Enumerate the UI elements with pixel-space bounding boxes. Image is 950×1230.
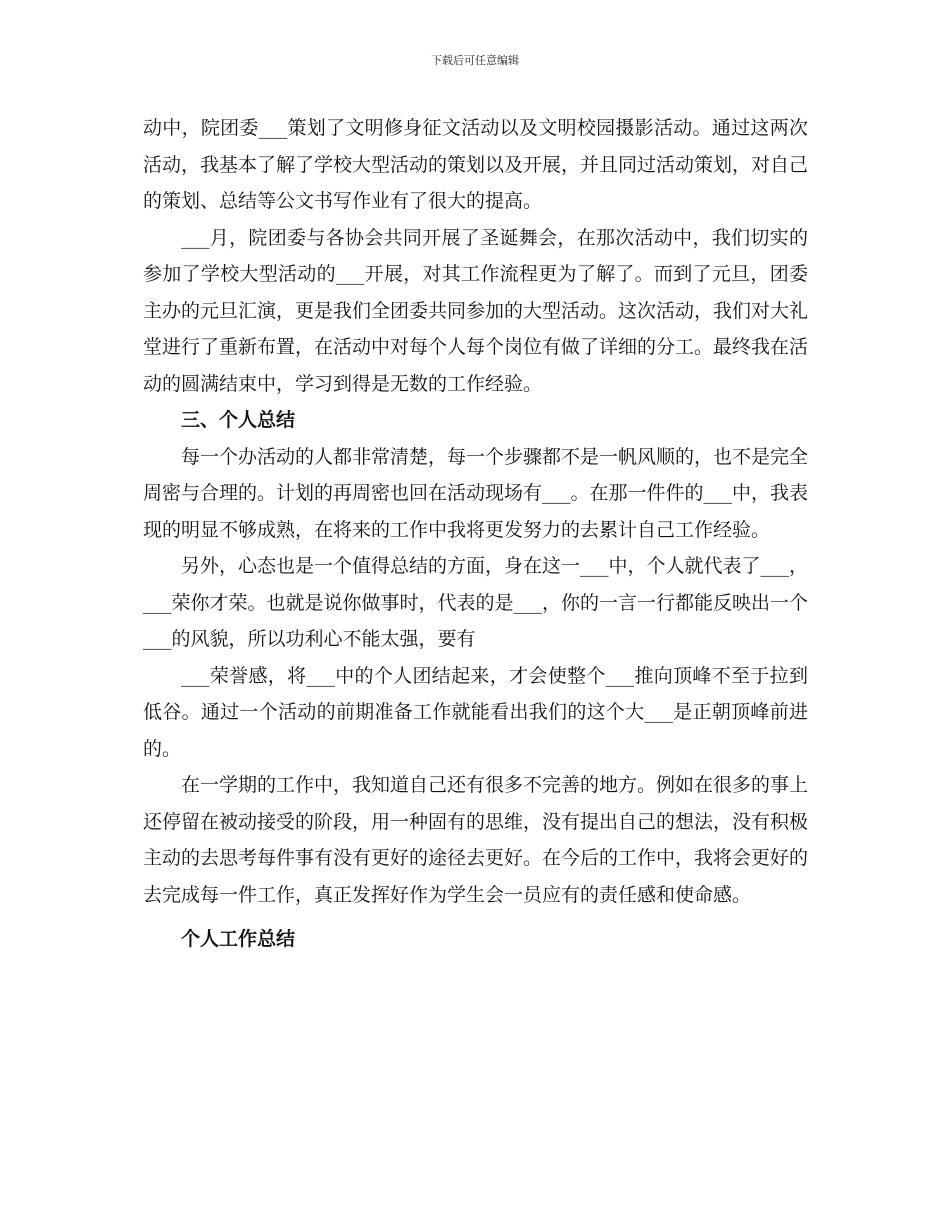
- paragraph-activities-continued: 动中，院团委___策划了文明修身征文活动以及文明校园摄影活动。通过这两次活动，我基本了解了学校大型活动的策划以及开展，并且同过活动策划，对自己的策划、总结等公文书写作业有了很大的提高。: [143, 117, 809, 212]
- paragraph-attitude: 另外，心态也是一个值得总结的方面，身在这一___中，个人就代表了___，___荣你才荣。也就是说你做事时，代表的是___，你的一言一行都能反映出一个___的风貌，所以功利心不能太强，要有: [143, 555, 809, 650]
- paragraph-experience: 每一个办活动的人都非常清楚，每一个步骤都不是一帆风顺的，也不是完全周密与合理的。计划的再周密也回在活动现场有___。在那一件件的___中，我表现的明显不够成熟，在将来的工作中我将更发努力的去累计自己工作经验。: [143, 445, 809, 541]
- paragraph-honor: ___荣誉感，将___中的个人团结起来，才会使整个___推向顶峰不至于拉到低谷。通过一个活动的前期准备工作就能看出我们的这个大___是正朝顶峰前进的。: [143, 664, 808, 760]
- paragraph-semester-reflection: 在一学期的工作中，我知道自己还有很多不完善的地方。例如在很多的事上还停留在被动接受的阶段，用一种固有的思维，没有提出自己的想法，没有积极主动的去思考每件事有没有更好的途径去更好。在今后的工作中，我将会更好的去完成每一件工作，真正发挥好作为学生会一员应有的责任感和使命感。: [143, 774, 809, 906]
- page-header: 下载后可任意编辑: [431, 54, 519, 67]
- section-heading-personal-summary: 三、个人总结: [181, 409, 296, 431]
- paragraph-christmas-newyear: ___月，院团委与各协会共同开展了圣诞舞会，在那次活动中，我们切实的参加了学校大型活动的___开展，对其工作流程更为了解了。而到了元旦，团委主办的元旦汇演，更是我们全团委共同参加的大型活动。这次活动，我们对大礼堂进行了重新布置，在活动中对每个人每个岗位有做了详细的分工。最终我在活动的圆满结束中，学习到得是无数的工作经验。: [143, 226, 809, 395]
- section-heading-work-summary: 个人工作总结: [181, 928, 296, 950]
- document-body: [143, 110, 808, 958]
